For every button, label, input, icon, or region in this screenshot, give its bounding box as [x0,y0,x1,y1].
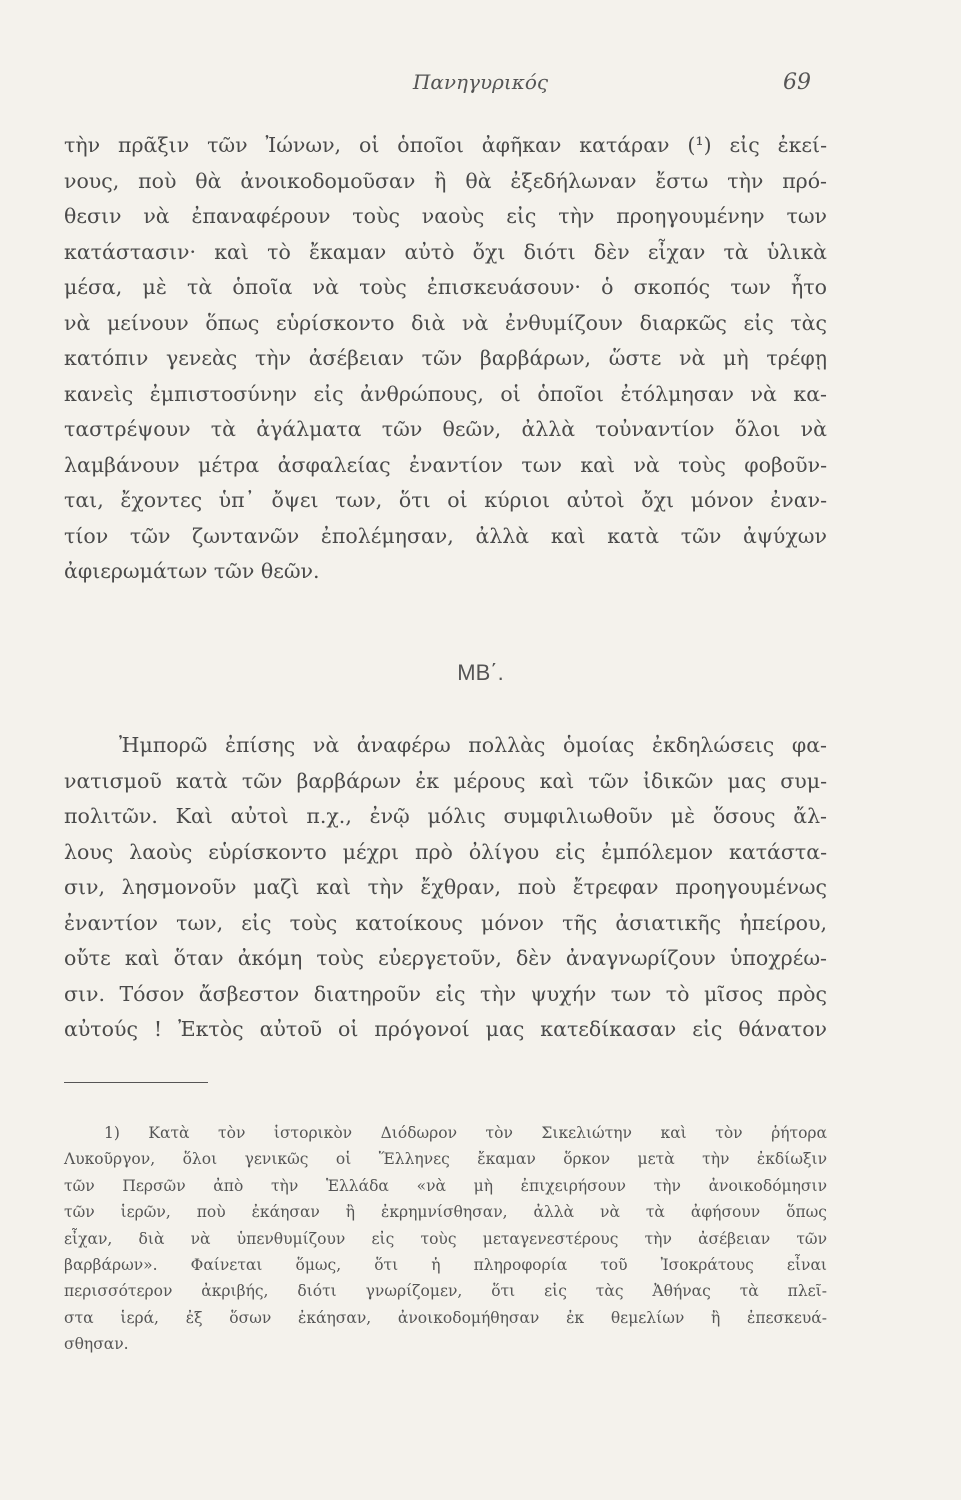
text-line: ταστρέψουν τὰ ἀγάλματα τῶν θεῶν, ἀλλὰ τοὐναντίον ὅλοι νὰ [64,417,827,441]
footnote-divider [64,1082,208,1083]
footnote [64,1120,827,1358]
page-number: 69 [783,70,811,95]
text-line: σιν, λησμονοῦν μαζὶ καὶ τὴν ἔχθραν, ποὺ ἔτρεφαν προηγουμένως [64,875,827,899]
text-line: ται, ἔχοντες ὑπ᾽ ὄψει των, ὅτι οἱ κύριοι αὐτοὶ ὄχι μόνον ἐναν- [64,488,827,512]
text-line: θεσιν νὰ ἐπαναφέρουν τοὺς ναοὺς εἰς τὴν προηγουμένην των [64,204,827,228]
text-line: νὰ μείνουν ὅπως εὑρίσκοντο διὰ νὰ ἐνθυμίζουν διαρκῶς εἰς τὰς [64,310,827,335]
text-line: πολιτῶν. Καὶ αὐτοὶ π.χ., ἐνῷ μόλις συμφιλιωθοῦν μὲ ὅσους ἄλ- [64,804,827,828]
text-line: μέσα, μὲ τὰ ὁποῖα νὰ τοὺς ἐπισκευάσουν· ὁ σκοπός των ἦτο [64,275,827,299]
footnote-line: βαρβάρων». Φαίνεται ὅμως, ὅτι ἡ πληροφορία τοῦ Ἰσοκράτους εἶναι [64,1256,827,1275]
footnote-line: περισσότερον ἀκριβής, διότι γνωρίζομεν, ὅτι εἰς τὰς Ἀθήνας τὰ πλεῖ- [64,1282,827,1301]
text-line: νους, ποὺ θὰ ἀνοικοδομοῦσαν ἢ θὰ ἐξεδήλωναν ἔστω τὴν πρό- [64,168,827,193]
text-line: Ἠμπορῶ ἐπίσης νὰ ἀναφέρω πολλὰς ὁμοίας ἐκδηλώσεις φα- [119,733,827,757]
text-line: τὴν πρᾶξιν τῶν Ἰώνων, οἱ ὁποῖοι ἀφῆκαν κατάραν (¹) εἰς ἐκεί- [64,133,827,157]
running-header-title: Πανηγυρικός [412,70,549,94]
text-line: κανεὶς ἐμπιστοσύνην εἰς ἀνθρώπους, οἱ ὁποῖοι ἐτόλμησαν νὰ κα- [64,381,827,406]
text-line: κατάστασιν· καὶ τὸ ἔκαμαν αὐτὸ ὄχι διότι δὲν εἶχαν τὰ ὑλικὰ [64,239,827,264]
footnote-line: σθησαν. [64,1335,129,1354]
text-line: κατόπιν γενεὰς τὴν ἀσέβειαν τῶν βαρβάρων, ὥστε νὰ μὴ τρέφῃ [64,346,827,370]
text-line: οὔτε καὶ ὅταν ἀκόμη τοὺς εὐεργετοῦν, δὲν ἀναγνωρίζουν ὑποχρέω- [64,946,827,970]
footnote-line: τῶν Περσῶν ἀπὸ τὴν Ἑλλάδα «νὰ μὴ ἐπιχειρήσουν τὴν ἀνοικοδόμησιν [64,1176,827,1195]
paragraph-2 [64,728,827,1048]
text-line: αὐτούς ! Ἐκτὸς αὐτοῦ οἱ πρόγονοί μας κατεδίκασαν εἰς θάνατον [64,1017,827,1041]
text-line: λους λαοὺς εὑρίσκοντο μέχρι πρὸ ὀλίγου εἰς ἐμπόλεμον κατάστα- [64,839,827,864]
text-line: νατισμοῦ κατὰ τῶν βαρβάρων ἐκ μέρους καὶ τῶν ἰδικῶν μας συμ- [64,768,827,793]
footnote-line: Λυκοῦργον, ὅλοι γενικῶς οἱ Ἕλληνες ἔκαμαν ὅρκον μετὰ τὴν ἐκδίωξιν [64,1150,827,1169]
text-line: ἀφιερωμάτων τῶν θεῶν. [64,559,320,583]
text-line: σιν. Τόσον ἄσβεστον διατηροῦν εἰς τὴν ψυχήν των τὸ μῖσος πρὸς [64,981,827,1006]
text-line: ἐναντίον των, εἰς τοὺς κατοίκους μόνον τῆς ἀσιατικῆς ἠπείρου, [64,910,827,935]
paragraph-1 [64,128,827,590]
text-line: λαμβάνουν μέτρα ἀσφαλείας ἐναντίον των καὶ νὰ τοὺς φοβοῦν- [64,452,827,477]
section-heading: ΜΒ΄. [457,660,504,685]
footnote-line: 1) Κατὰ τὸν ἱστορικὸν Διόδωρον τὸν Σικελιώτην καὶ τὸν ῥήτορα [104,1124,827,1142]
text-line: τίον τῶν ζωντανῶν ἐπολέμησαν, ἀλλὰ καὶ κατὰ τῶν ἀψύχων [64,523,827,548]
footnote-line: τῶν ἱερῶν, ποὺ ἐκάησαν ἢ ἐκρημνίσθησαν, ἀλλὰ νὰ τὰ ἀφήσουν ὅπως [64,1203,827,1222]
footnote-line: εἶχαν, διὰ νὰ ὑπενθυμίζουν εἰς τοὺς μεταγενεστέρους τὴν ἀσέβειαν τῶν [64,1229,827,1248]
footnote-line: στα ἱερά, ἐξ ὅσων ἐκάησαν, ἀνοικοδομήθησαν ἐκ θεμελίων ἢ ἐπεσκευά- [64,1308,827,1327]
